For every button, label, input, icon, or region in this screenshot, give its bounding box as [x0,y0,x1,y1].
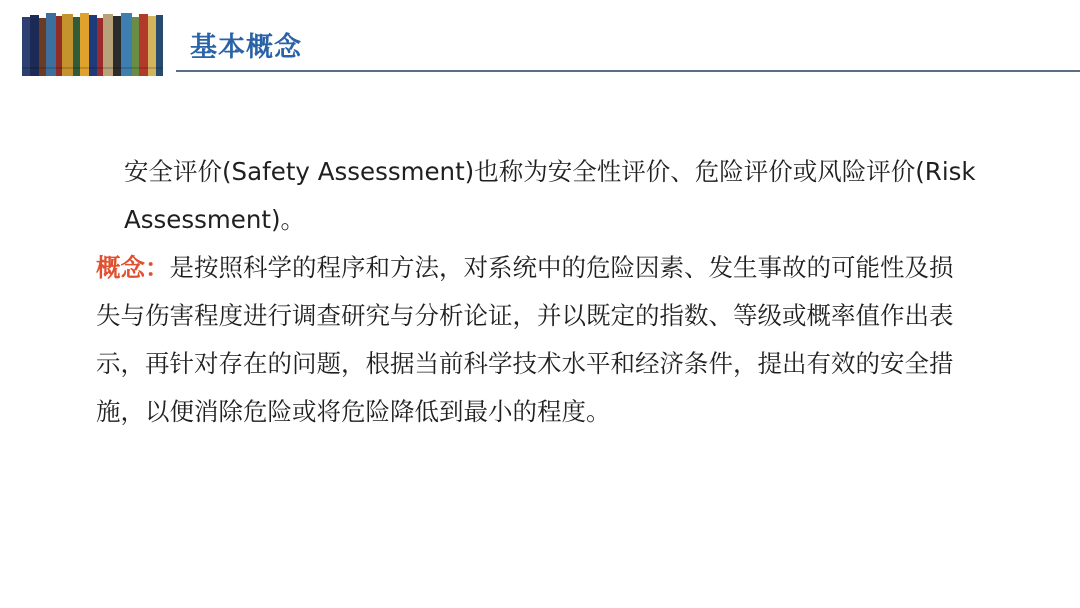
slide-body [96,148,976,436]
books-icon [22,13,163,76]
concept-text: 是按照科学的程序和方法，对系统中的危险因素、发生事故的可能性及损失与伤害程度进行调查研究与分析论证，并以既定的指数、等级或概率值作出表示，再针对存在的问题，根据当前科学技术水平和经济条件，提出有效的安全措施，以便消除危险或将危险降低到最小的程度。 [96,253,954,426]
concept-paragraph [96,244,976,436]
title-underline [176,70,1080,72]
page-title: 基本概念 [190,32,302,63]
definition-paragraph: 安全评价(Safety Assessment)也称为安全性评价、危险评价或风险评价(Risk Assessment)。 [124,157,976,234]
concept-label: 概念： [96,253,170,282]
slide-header [0,0,1080,80]
